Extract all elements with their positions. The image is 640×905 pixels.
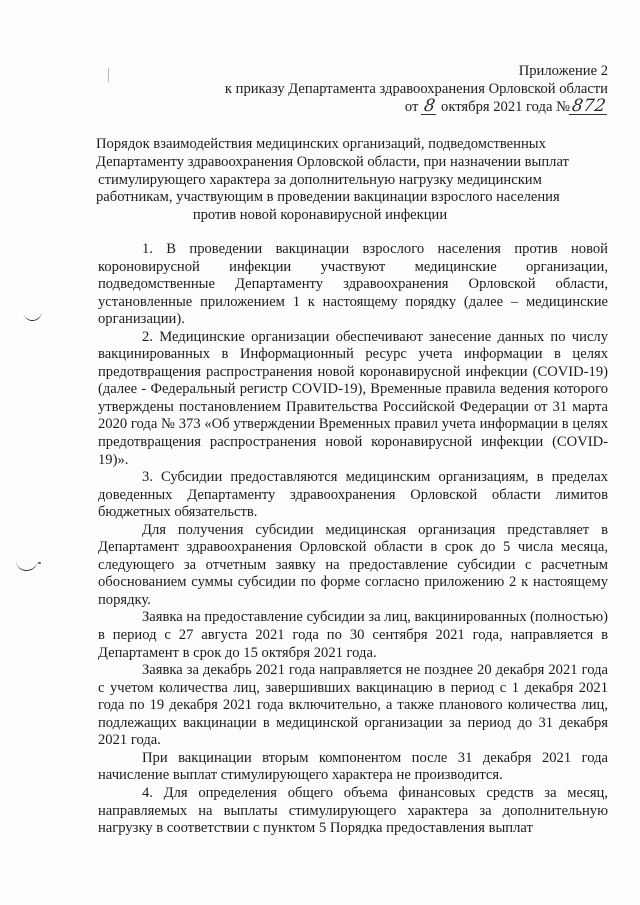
document-body bbox=[98, 241, 608, 838]
scan-speck bbox=[108, 68, 109, 82]
order-reference: к приказу Департамента здравоохранения Орловской области bbox=[224, 81, 608, 97]
appendix-label: Приложение 2 bbox=[518, 63, 608, 79]
title-line: работникам, участвующим в проведении вакцинации взрослого населения bbox=[96, 189, 560, 206]
title-line: Департаменту здравоохранения Орловской области, при назначении выплат bbox=[96, 153, 569, 170]
paragraph-request-deadline: Заявка на предоставление субсидии за лиц, вакцинированных (полностью) в период с 27 августа 2021 года по 30 сентября 2021 года, направляется в Департамент в срок до 15 октября 2021 года. bbox=[98, 609, 608, 661]
paragraph-3: 3. Субсидии предоставляются медицинским организациям, в пределах доведенных Департаменту здравоохранения Орловской области лимитов бюджетных обязательств. bbox=[98, 469, 608, 521]
paragraph-second-component: При вакцинации вторым компонентом после 31 декабря 2021 года начисление выплат стимулирующего характера не производится. bbox=[98, 749, 608, 784]
paragraph-4: 4. Для определения общего объема финансовых средств за месяц, направляемых на выплаты стимулирующего характера за дополнительную нагрузку в соответствии с пунктом 5 Порядка предоставления выплат bbox=[98, 784, 608, 837]
paragraph-1: 1. В проведении вакцинации взрослого населения против новой короновирусной инфекции участвуют медицинские организации, подведомственные Департаменту здравоохранения Орловской области, установленные приложением 1 к настоящему порядку (далее – медицинские организации). bbox=[98, 241, 608, 328]
scan-speck bbox=[38, 562, 41, 564]
paragraph-december-request: Заявка за декабрь 2021 года направляется не позднее 20 декабря 2021 года с учетом количества лиц, завершивших вакцинацию в период с 1 декабря 2021 года по 19 декабря 2021 года включительно, а также планового количества лиц, подлежащих вакцинации в медицинской организации за период до 31 декабря 2021 года. bbox=[98, 662, 608, 749]
document-title bbox=[96, 136, 569, 225]
title-line: Порядок взаимодействия медицинских организаций, подведомственных bbox=[96, 136, 546, 152]
date-prefix: от bbox=[404, 99, 419, 115]
appendix-header bbox=[168, 62, 608, 116]
hole-punch-mark bbox=[16, 559, 39, 572]
title-line: стимулирующего характера за дополнительную нагрузку медицинским bbox=[98, 171, 542, 188]
paragraph-subsidy-request: Для получения субсидии медицинская организация представляет в Департамент здравоохранения Орловской области в срок до 5 числа месяца, следующего за отчетным заявку на предоставление субсидии с расчетным обоснованием суммы субсидии по форме согласно приложению 2 к настоящему порядку. bbox=[98, 521, 608, 608]
title-line: против новой коронавирусной инфекции bbox=[192, 207, 448, 224]
handwritten-order-number: 872 bbox=[570, 96, 608, 116]
paragraph-2: 2. Медицинские организации обеспечивают занесение данных по числу вакцинированных в Информационный ресурс учета информации в целях предотвращения распространения новой коронавирусной инфекции (COVID-19) (далее - Федеральный регистр COVID-19), Временные правила ведения которого утверждены постановлением Правительства Российской Федерации от 31 марта 2020 года № 373 «Об утверждении Временных правил учета информации в целях предотвращения распространения новой коронавирусной инфекции (COVID-19)». bbox=[98, 328, 608, 468]
hole-punch-mark bbox=[23, 309, 42, 322]
handwritten-day: 8 bbox=[422, 96, 437, 116]
date-month-year: октября 2021 года № bbox=[441, 99, 571, 115]
order-date-line bbox=[168, 98, 608, 116]
